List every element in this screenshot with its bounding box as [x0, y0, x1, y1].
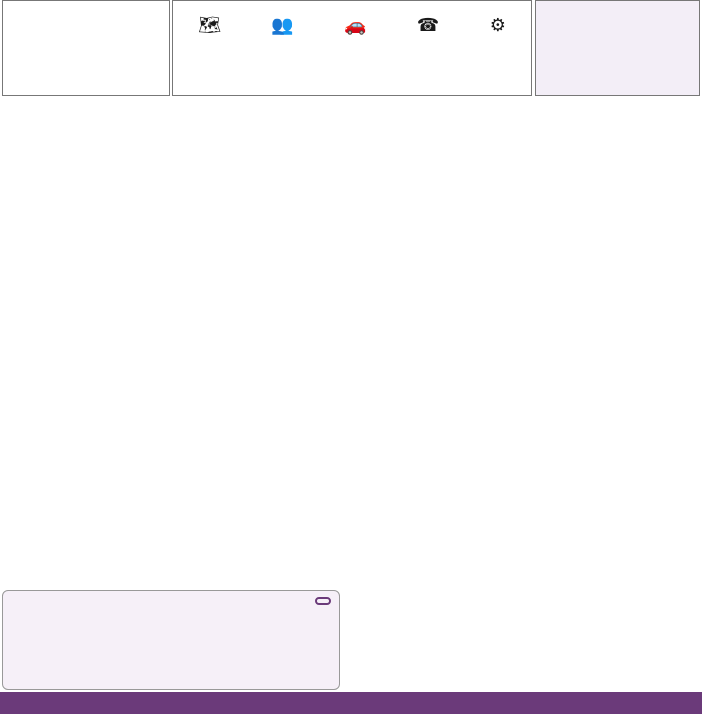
car-icon: 🚗: [344, 15, 367, 36]
ads-grid: [2, 98, 700, 588]
promo-brand: [315, 597, 331, 605]
jazirah-ad-banner: [535, 0, 700, 96]
reel-icon: ⚙: [489, 15, 506, 36]
classifieds-masthead: [172, 0, 532, 96]
phone-strip: [0, 692, 702, 714]
people-icon: 👥: [271, 15, 294, 36]
map-icon: 🗺: [198, 15, 222, 36]
category-icons: [173, 15, 531, 36]
phone-icon: ☎: [416, 15, 440, 36]
safrat-ad: [2, 0, 170, 96]
promo-banner: [2, 590, 340, 690]
